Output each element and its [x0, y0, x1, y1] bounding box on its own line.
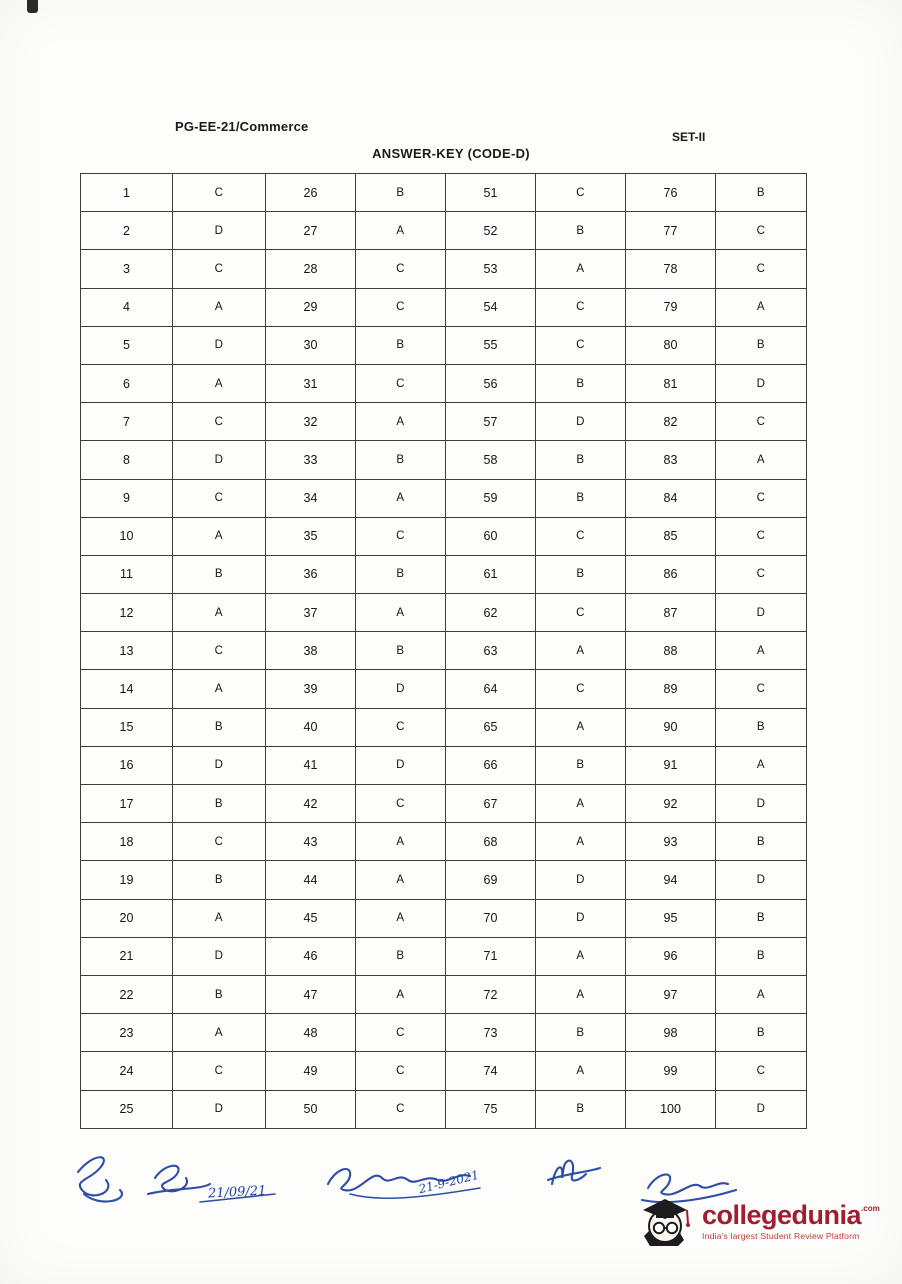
answer-letter: C — [716, 403, 807, 441]
answer-row — [81, 403, 807, 441]
answer-letter: A — [716, 632, 807, 670]
question-number: 82 — [626, 403, 716, 441]
question-number: 78 — [626, 250, 716, 288]
exam-code-label: PG-EE-21/Commerce — [175, 119, 309, 134]
answer-key-table — [80, 173, 807, 1129]
question-number: 55 — [446, 326, 536, 364]
question-number: 8 — [81, 441, 173, 479]
answer-letter: B — [356, 174, 446, 212]
question-number: 18 — [81, 823, 173, 861]
question-number: 97 — [626, 975, 716, 1013]
answer-letter: B — [536, 441, 626, 479]
question-number: 93 — [626, 823, 716, 861]
answer-letter: A — [356, 975, 446, 1013]
question-number: 37 — [266, 594, 356, 632]
answer-letter: B — [356, 555, 446, 593]
answer-letter: B — [536, 746, 626, 784]
question-number: 5 — [81, 326, 173, 364]
question-number: 98 — [626, 1014, 716, 1052]
question-number: 33 — [266, 441, 356, 479]
answer-letter: A — [356, 861, 446, 899]
answer-letter: A — [716, 288, 807, 326]
answer-letter: A — [173, 899, 266, 937]
answer-row — [81, 632, 807, 670]
answer-row — [81, 555, 807, 593]
collegedunia-logo — [638, 1186, 896, 1256]
question-number: 30 — [266, 326, 356, 364]
question-number: 41 — [266, 746, 356, 784]
answer-letter: C — [173, 479, 266, 517]
signature-date: 21-9-2021 — [417, 1167, 481, 1197]
question-number: 16 — [81, 746, 173, 784]
answer-letter: D — [173, 746, 266, 784]
answer-letter: D — [716, 785, 807, 823]
answer-letter: D — [536, 899, 626, 937]
answer-letter: A — [356, 479, 446, 517]
question-number: 20 — [81, 899, 173, 937]
answer-letter: C — [356, 785, 446, 823]
answer-letter: B — [173, 785, 266, 823]
answer-row — [81, 746, 807, 784]
question-number: 80 — [626, 326, 716, 364]
answer-letter: A — [173, 594, 266, 632]
answer-letter: C — [356, 1090, 446, 1128]
answer-letter: B — [716, 708, 807, 746]
question-number: 56 — [446, 364, 536, 402]
answer-row — [81, 861, 807, 899]
answer-letter: A — [173, 288, 266, 326]
question-number: 65 — [446, 708, 536, 746]
question-number: 77 — [626, 212, 716, 250]
question-number: 13 — [81, 632, 173, 670]
question-number: 69 — [446, 861, 536, 899]
question-number: 61 — [446, 555, 536, 593]
answer-key-title: ANSWER-KEY (CODE-D) — [372, 146, 530, 161]
answer-letter: C — [716, 212, 807, 250]
signature-scribble — [148, 1166, 210, 1194]
answer-letter: C — [716, 670, 807, 708]
answer-letter: D — [173, 441, 266, 479]
question-number: 91 — [626, 746, 716, 784]
question-number: 53 — [446, 250, 536, 288]
answer-letter: B — [716, 174, 807, 212]
question-number: 3 — [81, 250, 173, 288]
question-number: 38 — [266, 632, 356, 670]
answer-letter: C — [173, 174, 266, 212]
question-number: 17 — [81, 785, 173, 823]
answer-letter: D — [716, 594, 807, 632]
answer-letter: A — [536, 937, 626, 975]
question-number: 94 — [626, 861, 716, 899]
answer-letter: B — [536, 555, 626, 593]
answer-letter: A — [716, 441, 807, 479]
answer-letter: A — [356, 212, 446, 250]
question-number: 84 — [626, 479, 716, 517]
answer-letter: B — [716, 937, 807, 975]
answer-letter: D — [716, 1090, 807, 1128]
answer-letter: C — [173, 250, 266, 288]
answer-letter: C — [716, 555, 807, 593]
question-number: 9 — [81, 479, 173, 517]
answer-letter: C — [716, 250, 807, 288]
answer-row — [81, 823, 807, 861]
answer-letter: C — [173, 632, 266, 670]
question-number: 36 — [266, 555, 356, 593]
question-number: 70 — [446, 899, 536, 937]
question-number: 59 — [446, 479, 536, 517]
question-number: 54 — [446, 288, 536, 326]
answer-letter: C — [356, 1014, 446, 1052]
question-number: 48 — [266, 1014, 356, 1052]
question-number: 4 — [81, 288, 173, 326]
question-number: 79 — [626, 288, 716, 326]
answer-letter: C — [356, 288, 446, 326]
answer-letter: D — [536, 403, 626, 441]
question-number: 86 — [626, 555, 716, 593]
question-number: 50 — [266, 1090, 356, 1128]
answer-letter: D — [173, 212, 266, 250]
answer-row — [81, 212, 807, 250]
answer-letter: D — [356, 746, 446, 784]
question-number: 47 — [266, 975, 356, 1013]
question-number: 1 — [81, 174, 173, 212]
question-number: 25 — [81, 1090, 173, 1128]
answer-letter: A — [173, 1014, 266, 1052]
answer-letter: B — [173, 975, 266, 1013]
answer-row — [81, 975, 807, 1013]
question-number: 2 — [81, 212, 173, 250]
answer-letter: C — [536, 326, 626, 364]
answer-row — [81, 174, 807, 212]
question-number: 90 — [626, 708, 716, 746]
answer-letter: B — [716, 823, 807, 861]
answer-letter: D — [356, 670, 446, 708]
answer-row — [81, 1052, 807, 1090]
answer-row — [81, 326, 807, 364]
question-number: 40 — [266, 708, 356, 746]
question-number: 63 — [446, 632, 536, 670]
answer-letter: D — [536, 861, 626, 899]
question-number: 87 — [626, 594, 716, 632]
question-number: 88 — [626, 632, 716, 670]
answer-letter: A — [173, 517, 266, 555]
signature-date: 21/09/21 — [207, 1183, 267, 1202]
answer-letter: B — [173, 708, 266, 746]
question-number: 71 — [446, 937, 536, 975]
question-number: 83 — [626, 441, 716, 479]
answer-letter: A — [716, 746, 807, 784]
answer-letter: A — [356, 403, 446, 441]
answer-letter: C — [716, 517, 807, 555]
answer-row — [81, 899, 807, 937]
answer-letter: B — [716, 899, 807, 937]
answer-letter: A — [536, 708, 626, 746]
answer-letter: C — [536, 517, 626, 555]
answer-letter: C — [536, 594, 626, 632]
answer-letter: C — [356, 517, 446, 555]
question-number: 14 — [81, 670, 173, 708]
answer-letter: B — [173, 861, 266, 899]
answer-row — [81, 937, 807, 975]
answer-letter: C — [173, 823, 266, 861]
answer-letter: B — [356, 326, 446, 364]
question-number: 64 — [446, 670, 536, 708]
question-number: 100 — [626, 1090, 716, 1128]
answer-row — [81, 517, 807, 555]
answer-letter: A — [536, 1052, 626, 1090]
answer-row — [81, 594, 807, 632]
answer-letter: B — [356, 937, 446, 975]
question-number: 76 — [626, 174, 716, 212]
answer-letter: A — [173, 670, 266, 708]
question-number: 85 — [626, 517, 716, 555]
question-number: 27 — [266, 212, 356, 250]
answer-letter: B — [356, 632, 446, 670]
question-number: 29 — [266, 288, 356, 326]
answer-letter: C — [716, 479, 807, 517]
question-number: 45 — [266, 899, 356, 937]
answer-row — [81, 364, 807, 402]
question-number: 51 — [446, 174, 536, 212]
question-number: 57 — [446, 403, 536, 441]
question-number: 24 — [81, 1052, 173, 1090]
answer-letter: A — [536, 250, 626, 288]
answer-row — [81, 1014, 807, 1052]
question-number: 89 — [626, 670, 716, 708]
answer-letter: D — [173, 326, 266, 364]
answer-letter: C — [536, 670, 626, 708]
answer-letter: D — [173, 937, 266, 975]
question-number: 35 — [266, 517, 356, 555]
answer-row — [81, 288, 807, 326]
answer-row — [81, 479, 807, 517]
answer-letter: B — [536, 364, 626, 402]
question-number: 68 — [446, 823, 536, 861]
answer-row — [81, 250, 807, 288]
signature-scribble — [548, 1161, 600, 1184]
scan-artifact — [27, 0, 38, 13]
answer-letter: B — [356, 441, 446, 479]
answer-letter: B — [716, 1014, 807, 1052]
question-number: 42 — [266, 785, 356, 823]
question-number: 19 — [81, 861, 173, 899]
question-number: 34 — [266, 479, 356, 517]
answer-letter: B — [536, 1014, 626, 1052]
answer-letter: B — [536, 479, 626, 517]
answer-letter: C — [356, 1052, 446, 1090]
answer-letter: C — [173, 1052, 266, 1090]
brand-tld: .com — [861, 1203, 880, 1213]
question-number: 62 — [446, 594, 536, 632]
answer-letter: D — [716, 861, 807, 899]
answer-row — [81, 670, 807, 708]
answer-letter: C — [173, 403, 266, 441]
answer-letter: C — [536, 288, 626, 326]
question-number: 46 — [266, 937, 356, 975]
answer-letter: A — [536, 975, 626, 1013]
answer-letter: A — [356, 823, 446, 861]
question-number: 67 — [446, 785, 536, 823]
answer-row — [81, 1090, 807, 1128]
set-label: SET-II — [672, 130, 706, 144]
question-number: 22 — [81, 975, 173, 1013]
brand-tagline: India's largest Student Review Platform — [702, 1231, 860, 1242]
answer-letter: D — [716, 364, 807, 402]
question-number: 95 — [626, 899, 716, 937]
answer-letter: A — [716, 975, 807, 1013]
question-number: 81 — [626, 364, 716, 402]
question-number: 92 — [626, 785, 716, 823]
answer-letter: D — [173, 1090, 266, 1128]
brand-name: collegedunia — [702, 1199, 862, 1230]
answer-letter: C — [356, 250, 446, 288]
answer-letter: A — [173, 364, 266, 402]
answer-letter: A — [536, 785, 626, 823]
question-number: 44 — [266, 861, 356, 899]
answer-letter: B — [536, 212, 626, 250]
collegedunia-mascot-icon — [638, 1190, 696, 1252]
question-number: 28 — [266, 250, 356, 288]
answer-row — [81, 708, 807, 746]
answer-letter: C — [716, 1052, 807, 1090]
question-number: 66 — [446, 746, 536, 784]
question-number: 43 — [266, 823, 356, 861]
answer-letter: B — [173, 555, 266, 593]
answer-letter: B — [716, 326, 807, 364]
question-number: 96 — [626, 937, 716, 975]
question-number: 75 — [446, 1090, 536, 1128]
question-number: 26 — [266, 174, 356, 212]
question-number: 23 — [81, 1014, 173, 1052]
question-number: 60 — [446, 517, 536, 555]
question-number: 52 — [446, 212, 536, 250]
question-number: 6 — [81, 364, 173, 402]
answer-letter: C — [356, 364, 446, 402]
logo-text-block — [702, 1201, 880, 1241]
question-number: 39 — [266, 670, 356, 708]
question-number: 74 — [446, 1052, 536, 1090]
question-number: 99 — [626, 1052, 716, 1090]
signature-scribble — [78, 1157, 122, 1201]
answer-row — [81, 785, 807, 823]
answer-letter: B — [536, 1090, 626, 1128]
question-number: 10 — [81, 517, 173, 555]
question-number: 72 — [446, 975, 536, 1013]
question-number: 21 — [81, 937, 173, 975]
question-number: 73 — [446, 1014, 536, 1052]
question-number: 12 — [81, 594, 173, 632]
question-number: 15 — [81, 708, 173, 746]
answer-letter: C — [356, 708, 446, 746]
answer-letter: A — [356, 899, 446, 937]
answer-row — [81, 441, 807, 479]
question-number: 58 — [446, 441, 536, 479]
question-number: 49 — [266, 1052, 356, 1090]
answer-letter: C — [536, 174, 626, 212]
question-number: 32 — [266, 403, 356, 441]
answer-letter: A — [536, 632, 626, 670]
answer-letter: A — [536, 823, 626, 861]
signature-underline — [350, 1188, 480, 1198]
answer-letter: A — [356, 594, 446, 632]
question-number: 31 — [266, 364, 356, 402]
question-number: 7 — [81, 403, 173, 441]
question-number: 11 — [81, 555, 173, 593]
